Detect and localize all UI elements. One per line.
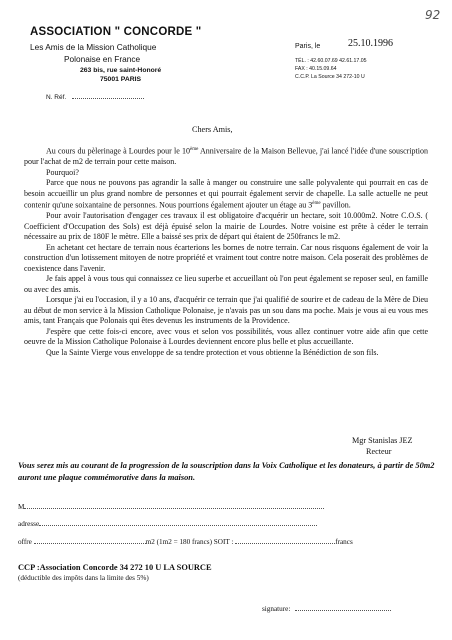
address-field xyxy=(18,520,317,528)
contact-ccp: C.C.P. La Source 34 272-10 U xyxy=(295,74,365,80)
name-line[interactable] xyxy=(24,508,324,509)
signature-title: Recteur xyxy=(366,447,392,456)
offer-unit: francs xyxy=(335,538,353,546)
paragraph-intro: Au cours du pèlerinage à Lourdes pour le 10ème Anniversaire de la Maison Bellevue, j'ai lancé l'idée d'une souscription pour l'achat de m2 de terrain pour cette maison. xyxy=(24,146,428,167)
greeting: Chers Amis, xyxy=(192,125,233,134)
signature-field xyxy=(262,605,391,613)
tax-deduction-note: (déductible des impôts dans la limite des 5%) xyxy=(18,574,149,582)
letter-date: 25.10.1996 xyxy=(348,38,393,49)
reference-field xyxy=(46,94,144,101)
name-field xyxy=(18,503,324,511)
ccp-account: CCP :Association Concorde 34 272 10 U LA SOURCE xyxy=(18,563,212,572)
paragraph-boundaries: En achetant cet hectare de terrain nous écarterions les bornes de notre terrain. Car nous risquons également de voir la construction d'un lotissement mitoyen de notre propriété et vraiment tout contre notre maison. Cela poserait des problèmes de coexistence dans l'avenir. xyxy=(24,242,428,273)
offer-amount-line[interactable] xyxy=(235,543,335,544)
paragraph-hope: J'espère que cette fois-ci encore, avec vous et selon vos possibilités, vous allez continuer votre aide afin que cette oeuvre de la Mission Catholique Polonaise à Lourdes deviennent encore plus belle et plus accueillante. xyxy=(24,326,428,347)
paragraph-reason: Parce que nous ne pouvons pas agrandir la salle à manger ou construire une salle polyvalente qui pourrait en cas de besoin accueillir un plus grand nombre de personnes et qui pourrait également servir de chapelle. La salle actuelle ne peut contenir qu'une soixantaine de personnes. Nous pourrions également ajouter un étage au 3ème pavillon. xyxy=(24,178,428,210)
letter-body xyxy=(24,145,428,358)
address-label: adresse xyxy=(18,520,40,528)
paragraph-appeal: Je fais appel à vous tous qui connaissez ce lieu superbe et accueillant où l'on peut également se reposer seul, en famille ou avec des amis. xyxy=(24,274,428,294)
subscription-notice: Vous serez mis au courant de la progression de la souscription dans la Voix Catholique et les donateurs, à partir de 50m2 auront une plaque commémorative dans la maison. xyxy=(18,461,435,482)
paragraph-history: Lorsque j'ai eu l'occasion, il y a 10 ans, d'acquérir ce terrain que j'ai qualifié de sourire et de cadeau de la Mère de Dieu au début de mon service à la Mission Catholique Polonaise, je n'avais pas un sou dans ma poche. Mais je vous ai eu vous mes amis, tant Français que Polonais qui êtes devenus les instruments de la Providence. xyxy=(24,295,428,326)
contact-telephone: TÉL. : 42.60.07.69 42.61.17.05 xyxy=(295,58,367,64)
page-number: 92 xyxy=(425,8,441,22)
organization-subtitle-2: Polonaise en France xyxy=(64,54,141,64)
paragraph-question: Pourquoi? xyxy=(46,167,79,177)
organization-subtitle-1: Les Amis de la Mission Catholique xyxy=(30,42,157,52)
organization-name: ASSOCIATION " CONCORDE " xyxy=(30,26,202,38)
organization-address-city: 75001 PARIS xyxy=(100,76,142,83)
address-line[interactable] xyxy=(39,525,317,526)
offer-field xyxy=(18,538,353,546)
name-label: M xyxy=(18,503,25,511)
paragraph-blessing: Que la Sainte Vierge vous enveloppe de sa tendre protection et vous obtienne la Bénédiction de son fils. xyxy=(46,347,379,357)
paragraph-authorization: Pour avoir l'autorisation d'engager ces travaux il est obligatoire d'acquérir un hectare, soit 10.000m2. Notre C.O.S. ( Coefficient d'Occupation des Sols) est déjà épuisé selon la mairie de Lourdes. Notre voisine est prête à céder le terrain nécessaire au prix de 180F le mètre. Elle a baissé ses prix de départ qui étaient de 250francs le m2. xyxy=(24,211,428,242)
signature-label: signature: xyxy=(262,605,291,613)
signature-name: Mgr Stanislas JEZ xyxy=(352,436,413,445)
organization-address-street: 263 bis, rue saint-Honoré xyxy=(80,67,162,74)
reference-line xyxy=(72,98,144,99)
contact-fax: FAX : 40.15.09.64 xyxy=(295,66,337,72)
reference-label: N. Réf. xyxy=(46,94,67,101)
offer-m2-line[interactable] xyxy=(34,543,146,544)
offer-conversion-text: m2 (1m2 = 180 francs) SOIT : xyxy=(145,538,234,546)
offer-label: offre xyxy=(18,538,32,546)
letter-city: Paris, le xyxy=(295,43,321,50)
signature-line[interactable] xyxy=(295,610,391,611)
